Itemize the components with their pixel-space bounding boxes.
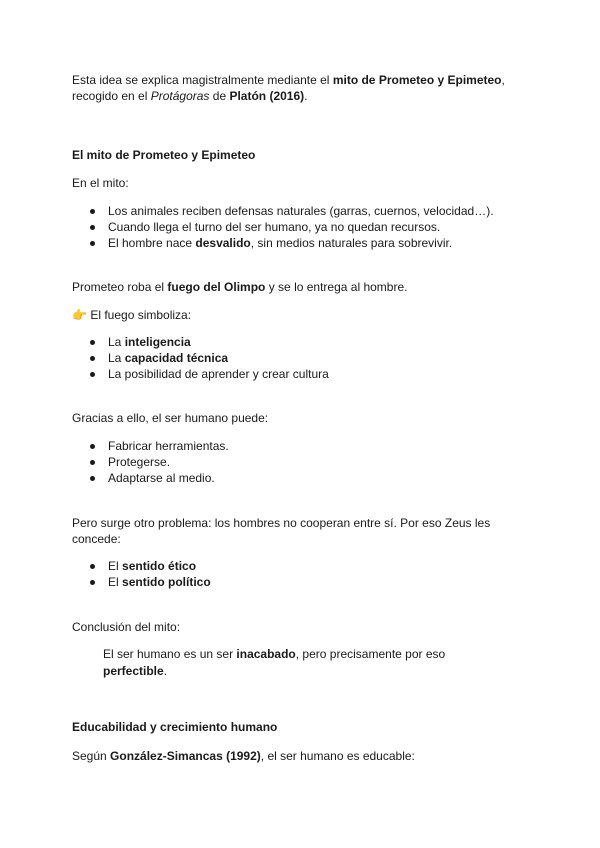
can-list [72, 438, 229, 486]
list-item [72, 235, 494, 251]
intro-text: . [304, 89, 308, 103]
list-item [72, 203, 494, 219]
list-item-bold: desvalido [195, 236, 251, 250]
list-item-text: El [108, 575, 123, 589]
list-item-bold: sentido ético [122, 559, 197, 573]
list-item-text: El hombre nace [108, 236, 196, 250]
fire-label-text: El fuego simboliza: [87, 308, 192, 322]
prometeo-bold: fuego del Olimpo [167, 280, 266, 294]
list-item [72, 470, 229, 486]
list-item-text: Adaptarse al medio. [108, 471, 215, 485]
list-item-text: Protegerse. [108, 455, 171, 469]
list-item [72, 574, 211, 590]
list-item-text: Cuando llega el turno del ser humano, ya no quedan recursos. [108, 220, 441, 234]
myth-list [72, 203, 494, 251]
conclusion-text: , pero precisamente por eso [295, 647, 446, 661]
conclusion-text: . [163, 664, 168, 678]
list-item-text: El [108, 559, 123, 573]
conclusion-label: Conclusión del mito: [72, 620, 181, 634]
problem-text: Pero surge otro problema: los hombres no cooperan entre sí. Por eso Zeus les [72, 516, 491, 530]
thanks-paragraph: Gracias a ello, el ser humano puede: [72, 411, 269, 425]
list-item [72, 438, 229, 454]
intro-bold-myth: mito de Prometeo y Epimeteo [332, 73, 502, 87]
gonzalez-text: Según [72, 749, 111, 763]
list-item-text: Los animales reciben defensas naturales (garras, cuernos, velocidad…). [108, 204, 494, 218]
list-item-text: , sin medios naturales para sobrevivir. [250, 236, 453, 250]
intro-text: Esta idea se explica magistralmente mediante el [72, 73, 333, 87]
prometeo-paragraph [72, 279, 540, 295]
gonzalez-bold: González-Simancas (1992) [110, 749, 261, 763]
list-item [72, 454, 229, 470]
gonzalez-paragraph [72, 748, 540, 764]
list-item [72, 334, 329, 350]
problem-text: concede: [72, 532, 121, 546]
section-heading-myth: El mito de Prometeo y Epimeteo [72, 148, 256, 162]
list-item-bold: capacidad técnica [124, 351, 229, 365]
list-item-text: La [108, 335, 125, 349]
list-item-bold: inteligencia [124, 335, 191, 349]
list-item-text: La [108, 351, 125, 365]
list-item [72, 366, 329, 382]
list-item [72, 558, 211, 574]
list-item-bold: sentido político [122, 575, 211, 589]
problem-paragraph [72, 515, 540, 547]
list-item [72, 219, 494, 235]
fire-label [72, 307, 540, 323]
prometeo-text: y se lo entrega al hombre. [265, 280, 408, 294]
conclusion-text: El ser humano es un ser [103, 647, 237, 661]
conclusion-bold: inacabado [236, 647, 296, 661]
intro-bold-author: Platón (2016) [229, 89, 305, 103]
list-item-text: La posibilidad de aprender y crear cultura [108, 367, 329, 381]
gonzalez-text: , el ser humano es educable: [260, 749, 415, 763]
intro-text: de [209, 89, 230, 103]
zeus-list [72, 558, 211, 590]
intro-italic-work: Protágoras [150, 89, 210, 103]
fire-list [72, 334, 329, 382]
list-item [72, 350, 329, 366]
intro-text: recogido en el [72, 89, 151, 103]
intro-paragraph [72, 72, 540, 104]
conclusion-bold: perfectible [103, 664, 164, 678]
in-myth-label: En el mito: [72, 176, 129, 190]
conclusion-quote [103, 646, 500, 680]
section-heading-educability: Educabilidad y crecimiento humano [72, 720, 278, 734]
prometeo-text: Prometeo roba el [72, 280, 168, 294]
list-item-text: Fabricar herramientas. [108, 439, 229, 453]
pointing-hand-icon: 👉 [72, 308, 87, 322]
intro-text: , [501, 73, 505, 87]
